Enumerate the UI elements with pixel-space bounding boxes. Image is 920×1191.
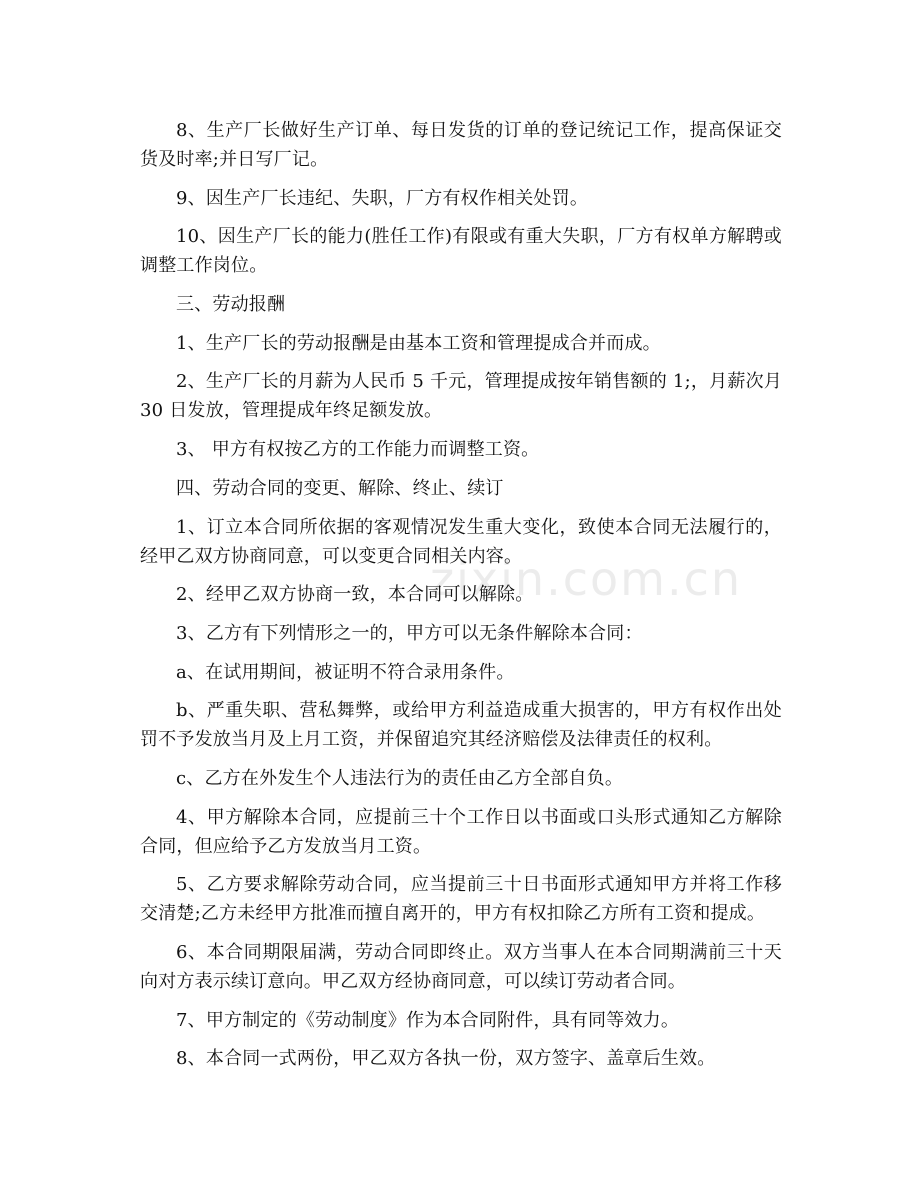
paragraph-9: 1、订立本合同所依据的客观情况发生重大变化，致使本合同无法履行的，经甲乙双方协商同意，可以变更合同相关内容。: [140, 516, 782, 567]
paragraph-19: 8、本合同一式两份，甲乙双方各执一份，双方签字、盖章后生效。: [176, 1048, 716, 1070]
paragraph-3: 10、因生产厂长的能力(胜任工作)有限或有重大失职，厂方有权单方解聘或调整工作岗位。: [140, 226, 782, 277]
paragraph-15: 4、甲方解除本合同，应提前三十个工作日以书面或口头形式通知乙方解除合同，但应给予乙方发放当月工资。: [140, 806, 782, 857]
paragraph-18: 7、甲方制定的《劳动制度》作为本合同附件，具有同等效力。: [176, 1009, 680, 1031]
paragraph-13: b、严重失职、营私舞弊，或给甲方利益造成重大损害的，甲方有权作出处罚不予发放当月及上月工资，并保留追究其经济赔偿及法律责任的权利。: [140, 700, 782, 751]
paragraph-6: 2、生产厂长的月薪为人民币 5 千元，管理提成按年销售额的 1;，月薪次月 30 日发放，管理提成年终足额发放。: [140, 371, 782, 422]
paragraph-5: 1、生产厂长的劳动报酬是由基本工资和管理提成合并而成。: [176, 332, 661, 354]
paragraph-16: 5、乙方要求解除劳动合同，应当提前三十日书面形式通知甲方并将工作移交清楚;乙方未经甲方批准而擅自离开的，甲方有权扣除乙方所有工资和提成。: [140, 874, 782, 925]
document-body: [140, 116, 782, 1083]
paragraph-11: 3、乙方有下列情形之一的，甲方可以无条件解除本合同：: [176, 622, 643, 644]
paragraph-12: a、在试用期间，被证明不符合录用条件。: [176, 661, 515, 683]
section-heading-labor-pay: 三、劳动报酬: [176, 294, 286, 316]
watermark: zixin.com.cn: [430, 552, 743, 606]
paragraph-7: 3、 甲方有权按乙方的工作能力而调整工资。: [176, 439, 540, 461]
section-heading-contract-changes: 四、劳动合同的变更、解除、终止、续订: [176, 477, 504, 499]
paragraph-1: 8、生产厂长做好生产订单、每日发货的订单的登记统记工作，提高保证交货及时率;并日写厂记。: [140, 120, 782, 170]
paragraph-2: 9、因生产厂长违纪、失职，厂方有权作相关处罚。: [176, 187, 589, 209]
paragraph-14: c、乙方在外发生个人违法行为的责任由乙方全部自负。: [176, 767, 624, 789]
paragraph-17: 6、本合同期限届满，劳动合同即终止。双方当事人在本合同期满前三十天向对方表示续订意向。甲乙双方经协商同意，可以续订劳动者合同。: [140, 942, 782, 992]
paragraph-10: 2、经甲乙双方协商一致，本合同可以解除。: [176, 584, 534, 606]
